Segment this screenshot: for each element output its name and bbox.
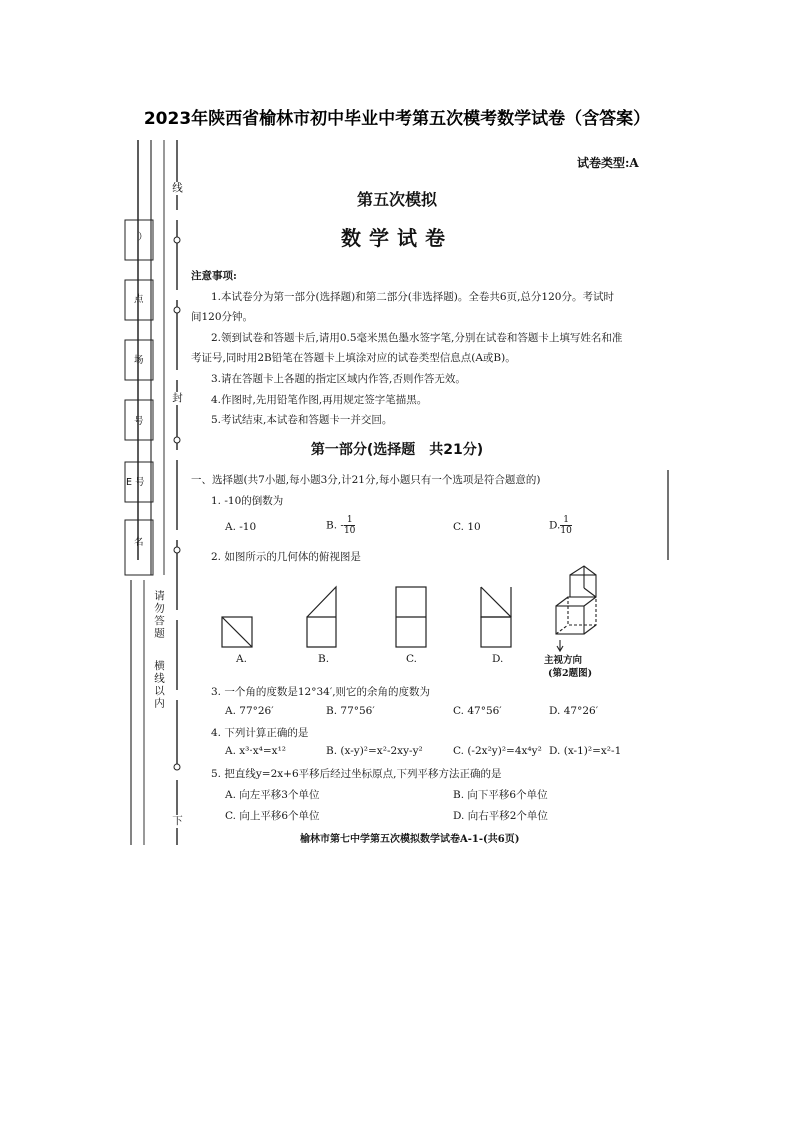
margin-warning: 请勿答题: [153, 590, 165, 640]
q1-option-d: [549, 515, 572, 536]
q1-d-numerator: 1: [560, 515, 571, 526]
note-line: 1.本试卷分为第一部分(选择题)和第二部分(非选择题)。全卷共6页,总分120分。考试时: [211, 291, 614, 303]
cut-circle-2: [174, 307, 180, 313]
q1-d-fraction: [560, 515, 571, 536]
q4-option-b: B. (x-y)²=x²-2xy-y²: [326, 745, 423, 757]
cut-circle-4: [174, 547, 180, 553]
q2-stem: 2. 如图所示的几何体的俯视图是: [211, 551, 361, 563]
q3-stem: 3. 一个角的度数是12°34′,则它的余角的度数为: [211, 686, 431, 698]
box-label-5: E 号: [126, 477, 145, 488]
q1-d-prefix: D.: [549, 519, 561, 532]
note-line: 2.领到试卷和答题卡后,请用0.5毫米黑色墨水签字笔,分别在试卷和答题卡上填写姓名和准: [211, 332, 623, 344]
q1-option-a: A. -10: [225, 521, 257, 533]
note-line: 间120分钟。: [191, 311, 254, 323]
margin-label-xia: 下: [171, 815, 183, 828]
q4-option-d: D. (x-1)²=x²-1: [549, 745, 622, 757]
note-line: 4.作图时,先用铅笔作图,再用规定签字笔描黑。: [211, 394, 428, 406]
margin-label-xian: 线: [171, 182, 183, 195]
section-title: 一、选择题(共7小题,每小题3分,计21分,每小题只有一个选项是符合题意的): [191, 474, 541, 486]
q2-label-d: D.: [492, 653, 504, 665]
q2-caption-figure: (第2题图): [548, 668, 593, 679]
note-line: 考证号,同时用2B铅笔在答题卡上填涂对应的试卷类型信息点(A或B)。: [191, 352, 516, 364]
margin-warning-prefix: 横线以内: [153, 660, 165, 710]
note-line: 3.请在答题卡上各题的指定区域内作答,否则作答无效。: [211, 373, 466, 385]
q5-option-c: C. 向上平移6个单位: [225, 810, 320, 822]
q1-b-numerator: 1: [344, 515, 355, 526]
box-label-3: 场: [134, 355, 144, 366]
note-line: 5.考试结束,本试卷和答题卡一并交回。: [211, 414, 393, 426]
q1-option-b: [326, 515, 355, 536]
box-label-6: 名: [134, 537, 144, 548]
document-title: 2023年陕西省榆林市初中毕业中考第五次模考数学试卷（含答案）: [143, 109, 651, 129]
margin-label-feng: 封: [171, 392, 183, 405]
q5-option-a: A. 向左平移3个单位: [225, 789, 320, 801]
q2-label-b: B.: [318, 653, 330, 665]
paper-type: 试卷类型:A: [577, 156, 639, 170]
box-label-1: ）: [138, 232, 148, 243]
q2-label-a: A.: [236, 653, 247, 665]
q1-b-prefix: B. -: [326, 519, 344, 532]
cut-circle-5: [174, 764, 180, 770]
q2-label-c: C.: [406, 653, 417, 665]
q1-b-fraction: [344, 515, 355, 536]
q4-option-c: C. (-2x²y)²=4x⁴y²: [453, 745, 542, 757]
q1-b-denominator: 10: [343, 526, 356, 536]
box-label-2: 点: [134, 294, 144, 305]
q3-option-c: C. 47°56′: [453, 705, 502, 717]
q3-option-d: D. 47°26′: [549, 705, 599, 717]
exam-header-1: 第五次模拟: [356, 190, 437, 209]
part-title: 第一部分(选择题 共21分): [310, 442, 484, 458]
q5-option-d: D. 向右平移2个单位: [453, 810, 548, 822]
box-label-4: 号: [134, 416, 144, 427]
q5-option-b: B. 向下平移6个单位: [453, 789, 548, 801]
q1-d-denominator: 10: [560, 526, 572, 536]
q4-stem: 4. 下列计算正确的是: [211, 727, 309, 739]
q1-stem: 1. -10的倒数为: [211, 495, 284, 507]
q4-option-a: A. x³·x⁴=x¹²: [225, 745, 286, 757]
q3-option-b: B. 77°56′: [326, 705, 375, 717]
q2-caption-direction: 主视方向: [544, 655, 583, 666]
notes-title: 注意事项:: [191, 270, 237, 282]
page-footer: 榆林市第七中学第五次模拟数学试卷A-1-(共6页): [300, 834, 520, 845]
exam-header-2: 数学试卷: [341, 226, 453, 250]
q3-option-a: A. 77°26′: [225, 705, 274, 717]
q5-stem: 5. 把直线y=2x+6平移后经过坐标原点,下列平移方法正确的是: [211, 768, 502, 780]
q1-option-c: C. 10: [453, 521, 481, 533]
